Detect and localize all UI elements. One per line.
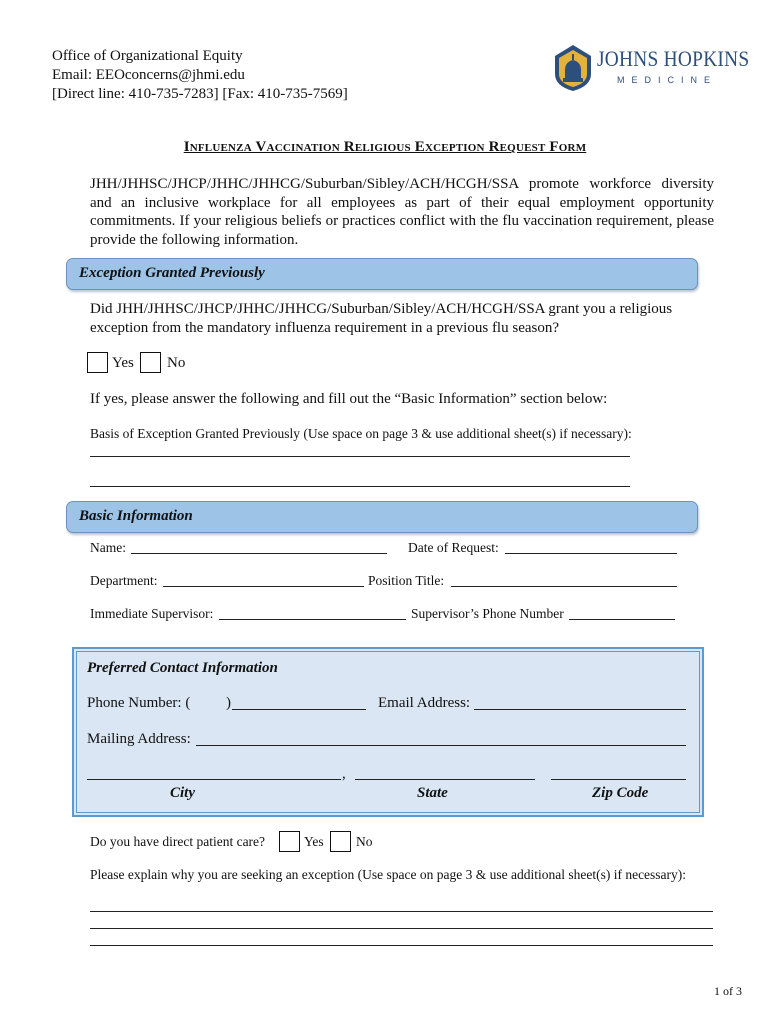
supervisor-label: Immediate Supervisor: <box>90 606 214 621</box>
city-comma: , <box>342 766 346 782</box>
office-email: Email: EEOconcerns@jhmi.edu <box>52 67 245 83</box>
office-header <box>52 47 348 104</box>
position-label: Position Title: <box>368 573 445 588</box>
explain-line-1[interactable] <box>90 911 713 912</box>
zip-field[interactable] <box>551 779 686 780</box>
contact-email-label: Email Address: <box>378 695 471 711</box>
city-caption: City <box>170 785 195 801</box>
name-field[interactable] <box>131 553 387 554</box>
previous-yes-checkbox[interactable] <box>87 352 108 373</box>
phone-close-paren: ) <box>226 695 231 711</box>
position-field[interactable] <box>451 586 677 587</box>
johns-hopkins-logo <box>553 44 750 94</box>
if-yes-instruction: If yes, please answer the following and fill out the “Basic Information” section below: <box>90 391 608 407</box>
date-label: Date of Request: <box>408 540 499 555</box>
page-number: 1 of 3 <box>714 984 742 998</box>
state-field[interactable] <box>355 779 535 780</box>
logo-name: JOHNS HOPKINS <box>597 46 750 71</box>
department-field[interactable] <box>163 586 364 587</box>
previous-yes-label: Yes <box>112 355 134 371</box>
phone-field[interactable] <box>232 709 366 710</box>
previous-no-label: No <box>167 355 186 371</box>
department-label: Department: <box>90 573 158 588</box>
explain-label: Please explain why you are seeking an exception (Use space on page 3 & use additional sheet(s) if necessary): <box>90 867 687 882</box>
patient-care-no-checkbox[interactable] <box>330 831 351 852</box>
basis-label: Basis of Exception Granted Previously (Use space on page 3 & use additional sheet(s) if necessary): <box>90 426 632 441</box>
patient-care-question: Do you have direct patient care? <box>90 834 266 849</box>
zip-caption: Zip Code <box>592 785 649 801</box>
contact-email-field[interactable] <box>474 709 686 710</box>
patient-care-yes-label: Yes <box>304 834 324 849</box>
patient-care-no-label: No <box>356 834 373 849</box>
explain-line-3[interactable] <box>90 945 713 946</box>
explain-line-2[interactable] <box>90 928 713 929</box>
previous-exception-question: Did JHH/JHHSC/JHCP/JHHC/JHHCG/Suburban/Sibley/ACH/HCGH/SSA grant you a religious exception from the mandatory influenza requirement in a previous flu season? <box>90 301 673 336</box>
mailing-label: Mailing Address: <box>87 731 191 747</box>
form-title: Influenza Vaccination Religious Exception Request Form <box>183 139 587 155</box>
contact-heading: Preferred Contact Information <box>87 660 278 676</box>
date-field[interactable] <box>505 553 677 554</box>
intro-paragraph: JHH/JHHSC/JHCP/JHHC/JHHCG/Suburban/Sibley/ACH/HCGH/SSA promote workforce diversity and an inclusive workplace for all employees as part of their equal employment opportunity commitments. If your religious beliefs or practices conflict with the flu vaccination requirement, please provide the following information. <box>90 176 714 248</box>
name-label: Name: <box>90 540 126 555</box>
logo-sub: MEDICINE <box>617 75 718 85</box>
mailing-field[interactable] <box>196 745 686 746</box>
section-exception-granted <box>66 258 698 290</box>
section-basic-information <box>66 501 698 533</box>
supervisor-field[interactable] <box>219 619 406 620</box>
office-phones: [Direct line: 410-735-7283] [Fax: 410-735-7569] <box>52 86 348 102</box>
supervisor-phone-field[interactable] <box>569 619 675 620</box>
office-name: Office of Organizational Equity <box>52 48 243 64</box>
basis-line-1[interactable] <box>90 456 630 457</box>
city-field[interactable] <box>87 779 341 780</box>
state-caption: State <box>417 785 448 801</box>
section-heading: Basic Information <box>79 508 193 524</box>
previous-no-checkbox[interactable] <box>140 352 161 373</box>
supervisor-phone-label: Supervisor’s Phone Number <box>411 606 564 621</box>
section-heading: Exception Granted Previously <box>79 265 265 281</box>
phone-label: Phone Number: ( <box>87 695 191 711</box>
basis-line-2[interactable] <box>90 486 630 487</box>
shield-dome-icon <box>553 44 593 92</box>
patient-care-yes-checkbox[interactable] <box>279 831 300 852</box>
